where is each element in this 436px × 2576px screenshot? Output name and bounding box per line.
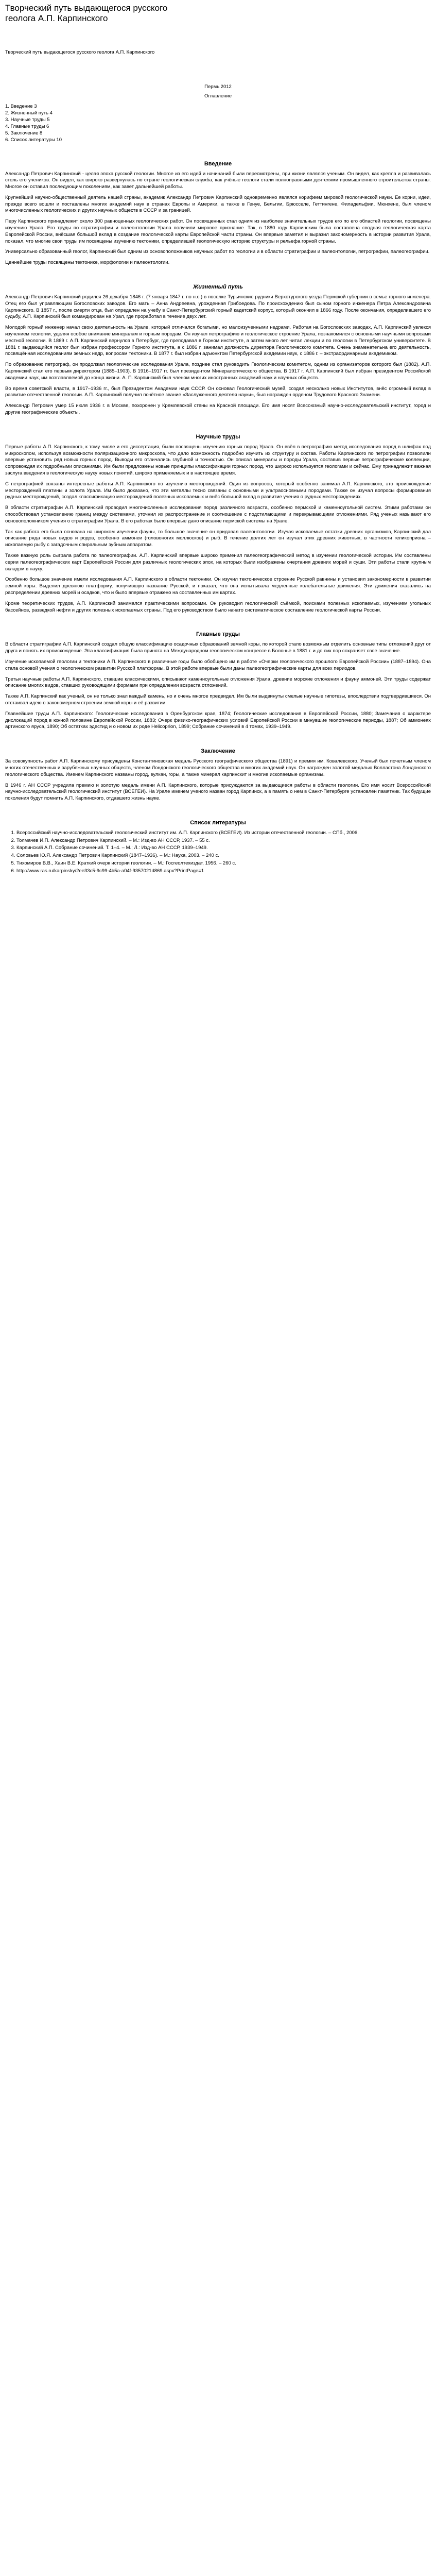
paragraph: Во время советской власти, в 1917–1936 гг., был Президентом Академии наук СССР. Он основал Геологический музей, создал несколько новых Институтов, внёс огромный вклад в развитие отечественной геологии. А.П. Карпинский получил почётное звание «Заслуженного деятеля науки», был награжден орденом Трудового Красного Знамени.	[5, 385, 431, 398]
section-heading: Введение	[204, 160, 232, 167]
toc-item-label: Жизненный путь 4	[10, 110, 53, 116]
paragraph: Александр Петрович Карпинский родился 26 декабря 1846 г. (7 января 1847 г. по н.с.) в поселке Турьинские рудники Верхотурского уезда Пермской губернии в семье горного инженера. Отец его был управляющим Богословских заводов. Его мать – Анна Андреевна, урожденная Грибоедова. По происхождению был сыном горного инженера Петра Александровича Карпинского. В 1857 г., после смерти отца, был определен на учебу в Санкт-Петербургский горный кадетский корпус, который окончил в 1866 году. После окончания, определившего его судьбу, А.П. Карпинский был командирован на Урал, где проработал в течение двух лет.	[5, 294, 431, 320]
section-body	[5, 171, 431, 267]
reference-item: 4. Соловьев Ю.Я. Александр Петрович Карпинский (1847–1936). – М.: Наука, 2003. – 240 с.	[16, 853, 431, 859]
section-life	[5, 284, 431, 416]
reference-item: 1. Всероссийский научно-исследовательский геологический институт им. А.П. Карпинского (ВСЕГЕИ). Из истории отечественной геологии. – СПб., 2006.	[16, 830, 431, 837]
paragraph: Главнейшие труды А.П. Карпинского: Геологические исследования в Оренбургском крае, 1874; Геологические исследования в Европейской России, 1880; Замечания о характере дислокаций пород в южной половине Европейской России, 1883; Очерк физико-географических условий Европейской России в минувшие геологические периоды, 1887; Об аммонеях артинского яруса, 1890; Об остатках эдестид и о новом их роде Helicoprion, 1899; Собрание сочинений в 4 томах, 1939–1949.	[5, 710, 431, 730]
section-heading: Список литературы	[190, 819, 246, 826]
toc-item-number: 4.	[5, 123, 9, 129]
paragraph: Ценнейшие труды посвящены тектонике, морфологии и палеонтологии.	[5, 260, 170, 266]
paragraph: В области стратиграфии А.П. Карпинский проводил многочисленные исследования пород различного возраста, особенно пермской и каменноугольной систем. Этими работами он способствовал установлению границ между системами, уточнил их распространение и соотношение с подстилающими и перекрывающими отложениями. Ряд ученых называют его основоположником учения о стратиграфии Урала. В его работах было впервые дано описание пермской системы на Урале.	[5, 505, 431, 524]
paragraph: Универсально образованный геолог, Карпинский был одним из основоположников научных работ по геологии и в области стратиграфии и палеонтологии, петрографии, палеогеографии.	[5, 249, 430, 255]
toc-item-label: Научные труды 5	[10, 116, 50, 123]
paragraph: Перу Карпинского принадлежит около 300 равноценных геологических работ. Он посвященных стал одним из наиболее значительных трудов его по его областей геологии, посвящены изучению Урала. Его труды по стратиграфии и палеонтологии Урала получили мировое признание. Так, в 1880 году Карпинским была составлена сводная геологическая карта Европейской России, внёсшая большой вклад в создание геологической карты Европейской части страны. Он впервые заметил и выразил закономерность в истории развития Урала, показал, что многие свои труды им посвящены изучению тектоники, определившей геологическую историю структуры и рельефа горной страны.	[5, 218, 431, 244]
paragraph: По образованию петрограф, он продолжал геологические исследования Урала, позднее стал руководить Геологическим комитетом, одним из организаторов которого был (1882). А.П. Карпинский стал его первым директором (1885–1903). В 1916–1917 гг. был президентом Минералогического общества. В 1917 г. А.П. Карпинский был избран президентом Российской академии наук, им возглавляемой до конца жизни. А. П. Карпинский был членом многих иностранных академий наук и научных обществ.	[5, 362, 431, 381]
reference-item: 6. http://www.ras.ru/karpinsky/2ee33c5-9c99-4b5a-a04f-9357021d869.aspx?PrintPage=1	[16, 868, 431, 875]
section-heading: Заключение	[201, 748, 235, 755]
paragraph: Александр Петрович Карпинский - целая эпоха русской геологии. Многое из его идей и начинаний были пересмотрены, при жизни являлся ученым. Он видел, как крепла и развивалась столь его учеников. Он видел, как широко развернулась по стране геологическая служба, как учёные геологи стали полноправными деятелями промышленного строительства страны. Многое он оставил последующим поколениям, как завет дальнейшей работы.	[5, 171, 431, 190]
paragraph: С петрографией связаны интересные работы А.П. Карпинского по изучению месторождений. Один из вопросов, который особенно занимал А.П. Карпинского, это происхождение месторождений платины и золота Урала. Им было доказано, что эти металлы тесно связаны с основными и ультраосновными породами. Также он изучал вопросы формирования рудных месторождений, создал классификацию месторождений полезных ископаемых и внёс большой вклад в развитие учения о рудных месторождениях.	[5, 481, 431, 500]
table-of-contents	[5, 103, 431, 143]
toc-item-label: Введение 3	[10, 103, 37, 109]
section-body	[5, 758, 431, 802]
toc-item[interactable]	[5, 103, 431, 110]
paragraph: Александр Петрович умер 15 июля 1936 г. в Москве, похоронен у Кремлевской стены на Красной площади. Его имя носят Всесоюзный научно-исследовательский институт, город и другие географические объекты.	[5, 403, 431, 416]
reference-item: 2. Толмачев И.П. Александр Петрович Карпинский. – М.: Изд-во АН СССР, 1937. – 55 с.	[16, 838, 431, 844]
toc-item[interactable]	[5, 123, 431, 130]
toc-item-number: 1.	[5, 103, 9, 109]
paragraph: Также А.П. Карпинский как ученый, он не только знал каждый камень, но и очень многое предвидел. Им были выдвинуты смелые научные гипотезы, впоследствии подтвердившиеся. Он отстаивал идею о закономерном строении земной коры и её развитии.	[5, 693, 431, 706]
toc-item-number: 5.	[5, 130, 9, 136]
paragraph: В области стратиграфии А.П. Карпинский создал общую классификацию осадочных образований земной коры, по которой стало возможным отделить основные типы отложений друг от друга и понять их происхождение. Эта классификация была принята на Международном геологическом конгрессе в Болонье в 1881 г. и до сих пор сохраняет свое значение.	[5, 641, 431, 654]
toc-item-label: Список литературы 10	[10, 137, 62, 143]
section-body	[5, 294, 431, 416]
toc-item-number: 2.	[5, 110, 9, 116]
section-heading: Научные труды	[196, 433, 240, 440]
paragraph: Третьи научные работы А.П. Карпинского, ставшие классическими, описывают каменноугольные отложения Урала, древние морские отложения и фауну аммоней. Эти труды содержат описание многих видов, ставших руководящими формами при определении возраста отложений.	[5, 676, 431, 689]
paragraph: Изучение ископаемой геологии и тектоники А.П. Карпинского в различные годы было обобщено им в работе «Очерки геологического прошлого Европейской России» (1887–1894). Она стала основой учения о геологическом развитии Русской платформы. В этой работе впервые были даны палеогеографические карты для всех периодов.	[5, 658, 431, 671]
paragraph: Первые работы А.П. Карпинского, к тому числе и его диссертация, были посвящены изучению горных пород Урала. Он ввёл в петрографию метод исследования пород в шлифах под микроскопом, используя возможности поляризационного микроскопа, что дало возможность подробно изучить их структуру и состав. Работы Карпинского по петрографии позволили впервые установить ряд новых горных пород. Выводы его отличались глубиной и точностью. Он описал минералы и породы Урала, составив первые петрографические коллекции, сопровождая их подробными описаниями. Им были предложены новые принципы классификации горных пород, что широко используется геологами и сейчас. Ему принадлежит важная заслуга введения в геологическую науку новых понятий, широко применяемых и в настоящее время.	[5, 444, 431, 476]
paragraph: За совокупность работ А.П. Карпинскому присуждены Константиновская медаль Русского географического общества (1891) и премия им. Ковалевского. Ученый был почетным членом многих отечественных и зарубежных научных обществ, членом Лондонского геологического общества и многих академий наук. Он награжден золотой медалью Волластона Лондонского геологического общества. Именем Карпинского названы город, вулкан, горы, а также минерал карпинскит и многие ископаемые организмы.	[5, 758, 431, 777]
toc-item[interactable]	[5, 116, 431, 123]
paragraph: Также важную роль сыграла работа по палеогеографии. А.П. Карпинский впервые широко применил палеогеографический метод в изучении геологической истории. Им составлены серии палеогеографических карт Европейской России для различных геологических эпох, на которых были изображены очертания древних морей и суши. Эти работы стали крупным вкладом в науку.	[5, 552, 431, 572]
reference-item: 3. Карпинский А.П. Собрание сочинений. Т. 1–4. – М.; Л.: Изд-во АН СССР, 1939–1949.	[16, 845, 431, 852]
paragraph: В 1946 г. АН СССР учредила премию и золотую медаль имени А.П. Карпинского, которые присуждаются за выдающиеся работы в области геологии. Его имя носит Всероссийский научно-исследовательский геологический институт (ВСЕГЕИ). На Урале именем ученого назван город Карпинск, а в память о нем в Санкт-Петербурге установлен памятник. Так будущие поколения будут помнить А.П. Карпинского, отдавшего жизнь науке.	[5, 782, 431, 802]
paragraph: Так как работа его была основана на широком изучении фауны, то большое значение он придавал палеонтологии. Изучая ископаемые остатки древних организмов, Карпинский дал описание ряда новых видов и родов, особенно аммонеи (головоногих моллюсков) и рыб. В течение долгих лет он изучал этих древних животных, в частности геликоприона – ископаемую рыбу с загадочным спиральным зубным аппаратом.	[5, 529, 431, 548]
section-main-works	[5, 631, 431, 731]
section-heading: Жизненный путь	[193, 284, 243, 291]
section-body	[5, 444, 431, 614]
section-references	[5, 820, 431, 875]
paragraph: Особенно большое значение имели исследования А.П. Карпинского в области тектоники. Он изучил тектоническое строение Русской равнины и установил закономерности в развитии земной коры. Выделил древнюю платформу, получившую название Русской, и показал, что она испытывала медленные колебательные движения. Эти движения сказались на распределении древних морей и осадков, что и было впервые отражено на составленных им картах.	[5, 577, 431, 596]
paragraph: Кроме теоретических трудов, А.П. Карпинский занимался практическими вопросами. Он руководил геологической съёмкой, поисками полезных ископаемых, изучением угольных бассейнов, разведкой нефти и других полезных ископаемых страны. Под его руководством было начато систематическое составление геологической карты России.	[5, 600, 431, 613]
section-works	[5, 434, 431, 614]
section-body	[5, 641, 431, 731]
paragraph: Молодой горный инженер начал свою деятельность на Урале, который отличался богатыми, но малоизученными недрами. Работая на Богословских заводах, А.П. Карпинский увлекся изучением геологии, уделяя особое внимание минералам и горным породам. Он изучал петрографию и геологическое строение Урала, познакомился с основными научными вопросами местной геологии. В 1869 г. А.П. Карпинский вернулся в Петербург, где преподавал в Горном институте, а затем много лет читал лекции и по геологии в Петербургском университете. В 1881 г. выдающийся геолог был избран профессором Горного института, а с 1886 г. занимал должность директора Геологического комитета. Очень знаменательна его деятельность, посвящённая исследованиям земных недр, вопросам тектоники. В 1877 г. был избран адъюнктом Петербургской академии наук, с 1886 г. – экстраординарным академиком.	[5, 325, 431, 357]
document-subtitle: Творческий путь выдающегося русского геолога А.П. Карпинского	[5, 49, 155, 55]
toc-item[interactable]	[5, 137, 431, 143]
city-year: Пермь 2012	[204, 83, 232, 90]
toc-item-label: Главные труды 6	[10, 123, 49, 129]
paragraph: Крупнейший научно-общественный деятель нашей страны, академик Александр Петрович Карпинский одновременно являлся корифеем мировой геологической науки. Ее корни, идеи, прежде всего вошли и поставлены многих академий наук в странах Европы и Америки, а также в Генуе, Бельгии, Брюсселе, Геттингене, Филадельфии, Мюнхене, был членом многочисленных геологических и других научных обществ в СССР и за границей.	[5, 194, 431, 214]
toc-item[interactable]	[5, 110, 431, 116]
section-conclusion	[5, 748, 431, 802]
toc-item[interactable]	[5, 130, 431, 137]
title-meta	[5, 84, 431, 100]
document-title: Творческий путь выдающегося русского геолога А.П. Карпинского	[5, 3, 168, 23]
reference-list	[5, 830, 431, 875]
toc-item-number: 6.	[5, 137, 9, 143]
toc-heading: Оглавление	[204, 93, 232, 99]
document-page	[0, 0, 436, 896]
toc-item-number: 3.	[5, 116, 9, 123]
reference-item: 5. Тихомиров В.В., Хаин В.Е. Краткий очерк истории геологии. – М.: Госгеолтехиздат, 1956. – 260 с.	[16, 860, 431, 867]
section-intro	[5, 161, 431, 267]
section-heading: Главные труды	[196, 631, 240, 638]
toc-item-label: Заключение 8	[10, 130, 43, 136]
